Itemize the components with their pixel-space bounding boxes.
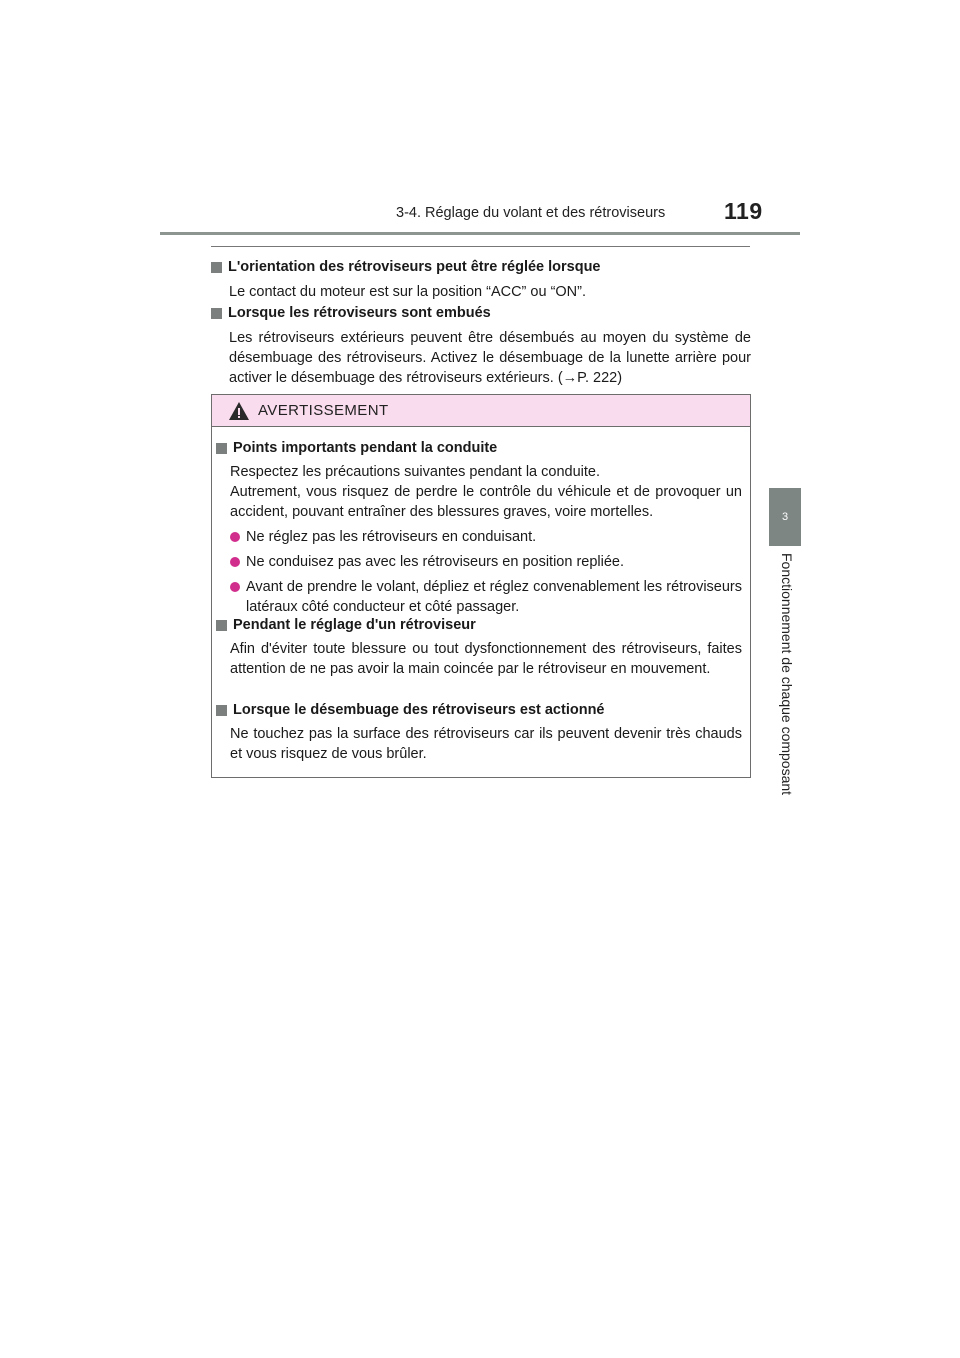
list-item-text: Ne réglez pas les rétroviseurs en conduisant. bbox=[246, 529, 537, 545]
header-rule bbox=[160, 232, 800, 235]
square-marker-icon bbox=[216, 443, 227, 454]
warning-section-body: Afin d'éviter toute blessure ou tout dysfonctionnement des rétroviseurs, faites attention de ne pas avoir la main coincée par le rétroviseur en mouvement. bbox=[230, 641, 742, 677]
section-title-text: Lorsque les rétroviseurs sont embués bbox=[228, 305, 491, 321]
header-section-title: 3-4. Réglage du volant et des rétroviseurs bbox=[396, 205, 666, 221]
chapter-title: Fonctionnement de chaque composant bbox=[779, 553, 795, 796]
list-item-text: Avant de prendre le volant, dépliez et réglez convenablement les rétroviseurs latéraux côté conducteur et côté passager. bbox=[246, 579, 742, 615]
chapter-number: 3 bbox=[781, 511, 789, 523]
bullet-dot-icon bbox=[230, 532, 240, 542]
content-rule bbox=[211, 246, 750, 247]
warning-box bbox=[211, 394, 751, 778]
warning-section-title-text: Lorsque le désembuage des rétroviseurs est actionné bbox=[233, 702, 605, 718]
section-title bbox=[211, 304, 751, 323]
warning-section-title bbox=[216, 616, 742, 635]
warning-triangle-icon bbox=[228, 401, 250, 421]
warning-header bbox=[212, 395, 750, 427]
warning-section-title bbox=[216, 439, 742, 458]
list-item bbox=[216, 552, 742, 572]
warning-section-title-text: Pendant le réglage d'un rétroviseur bbox=[233, 617, 476, 633]
list-item-text: Ne conduisez pas avec les rétroviseurs en position repliée. bbox=[246, 554, 625, 570]
warning-section-title-text: Points importants pendant la conduite bbox=[233, 440, 498, 456]
list-item bbox=[216, 527, 742, 547]
warning-section-driving bbox=[216, 439, 742, 617]
section-body: Le contact du moteur est sur la position “ACC” ou “ON”. bbox=[229, 284, 587, 300]
square-marker-icon bbox=[216, 705, 227, 716]
square-marker-icon bbox=[211, 262, 222, 273]
square-marker-icon bbox=[211, 308, 222, 319]
square-marker-icon bbox=[216, 620, 227, 631]
section-title bbox=[211, 258, 751, 277]
warning-intro-2: Autrement, vous risquez de perdre le contrôle du véhicule et de provoquer un accident, pouvant entraîner des blessures graves, voire mortelles. bbox=[230, 484, 742, 520]
warning-intro-1: Respectez les précautions suivantes pendant la conduite. bbox=[230, 464, 600, 480]
warning-section-body: Ne touchez pas la surface des rétroviseurs car ils peuvent devenir très chauds et vous risquez de vous brûler. bbox=[230, 726, 742, 762]
section-mirror-adjust-condition bbox=[211, 258, 751, 302]
warning-label: AVERTISSEMENT bbox=[258, 402, 389, 419]
chapter-tab bbox=[769, 488, 801, 546]
bullet-dot-icon bbox=[230, 582, 240, 592]
warning-section-adjusting bbox=[216, 616, 742, 679]
warning-section-defog bbox=[216, 701, 742, 764]
list-item bbox=[216, 577, 742, 617]
page-number: 119 bbox=[724, 198, 763, 224]
bullet-dot-icon bbox=[230, 557, 240, 567]
warning-section-title bbox=[216, 701, 742, 720]
section-mirror-defog bbox=[211, 304, 751, 388]
section-body: Les rétroviseurs extérieurs peuvent être désembués au moyen du système de désembuage des rétroviseurs. Activez le désembuage de la lunette arrière pour activer le désembuage des rétroviseurs extérieurs. (→P. 222) bbox=[229, 330, 751, 386]
section-title-text: L'orientation des rétroviseurs peut être réglée lorsque bbox=[228, 259, 601, 275]
